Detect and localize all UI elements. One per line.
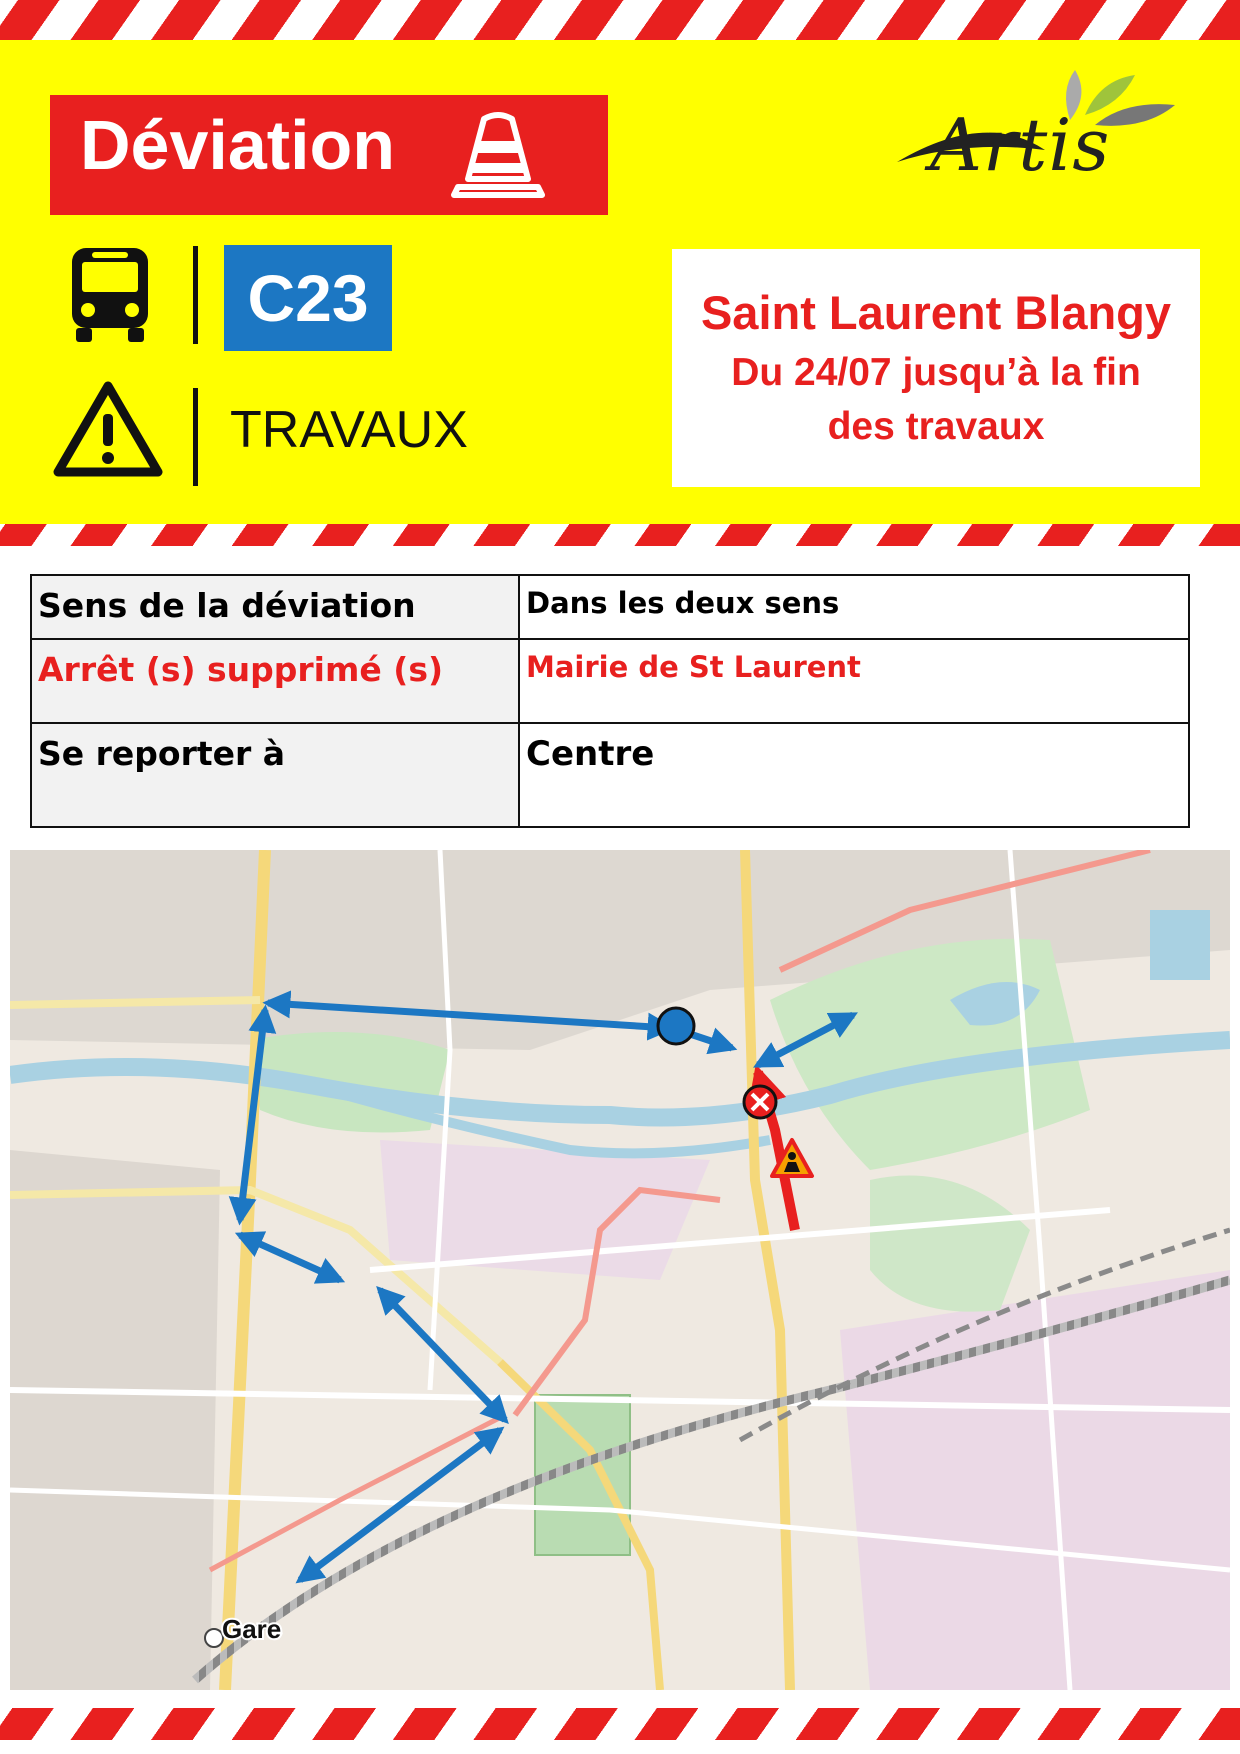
bottom-warning-stripe — [0, 524, 1240, 546]
table-row — [31, 575, 1189, 639]
date-line-2: des travaux — [827, 405, 1045, 448]
info-box — [672, 249, 1200, 487]
traffic-cone-icon — [448, 105, 548, 205]
event-type: TRAVAUX — [230, 401, 468, 459]
header-banner — [0, 0, 1240, 546]
row-value: Dans les deux sens — [519, 575, 1189, 639]
warning-triangle-icon — [52, 378, 164, 478]
row-label: Sens de la déviation — [31, 575, 519, 639]
detour-details-table — [30, 574, 1190, 828]
separator-bar — [193, 246, 198, 344]
road — [10, 1000, 260, 1005]
row-label: Arrêt (s) supprimé (s) — [31, 639, 519, 723]
footer-warning-stripe — [0, 1708, 1240, 1740]
town-centre-zone — [10, 1150, 220, 1690]
row-value: Centre — [519, 723, 1189, 827]
bus-icon — [68, 244, 152, 344]
detour-map — [10, 850, 1230, 1690]
table-row — [31, 639, 1189, 723]
station-icon — [205, 1629, 223, 1647]
artis-logo: Artis — [930, 103, 1111, 187]
deviation-banner — [50, 95, 608, 215]
date-line-1: Du 24/07 jusqu’à la fin — [731, 351, 1141, 394]
stop-cancelled-icon — [744, 1086, 776, 1118]
deviation-title: Déviation — [80, 106, 396, 184]
commercial-zone — [380, 1140, 710, 1280]
location-title: Saint Laurent Blangy — [700, 286, 1172, 339]
row-value: Mairie de St Laurent — [519, 639, 1189, 723]
bus-stop-icon — [658, 1008, 694, 1044]
line-badge: C23 — [224, 245, 392, 351]
row-label: Se reporter à — [31, 723, 519, 827]
pond — [1150, 910, 1210, 980]
table-row — [31, 723, 1189, 827]
separator-bar — [193, 388, 198, 486]
station-label: Gare — [222, 1614, 282, 1644]
top-warning-stripe — [0, 0, 1240, 40]
